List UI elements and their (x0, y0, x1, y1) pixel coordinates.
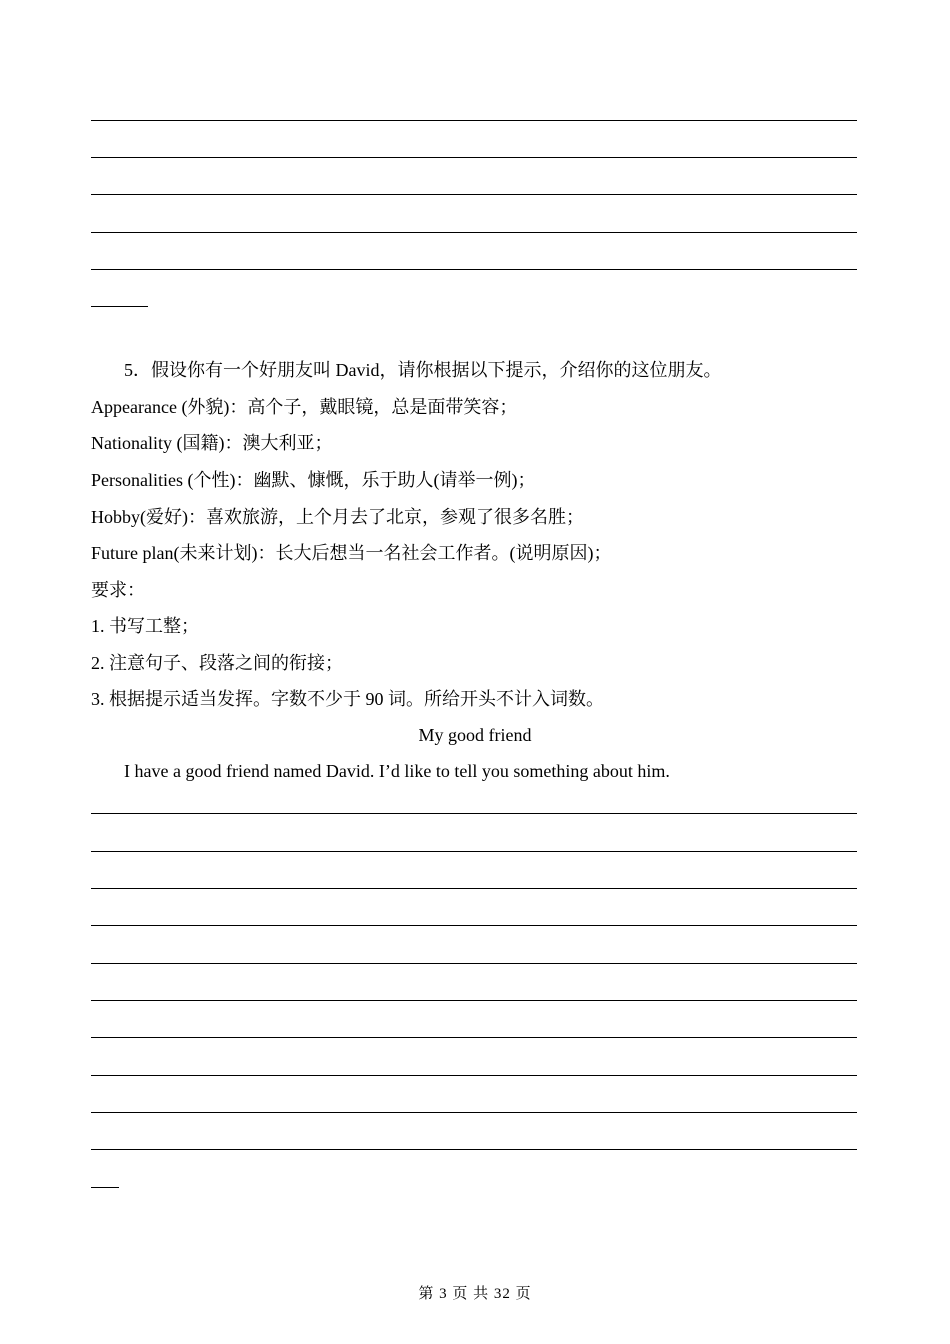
writing-line (91, 1112, 857, 1113)
writing-line-end (91, 306, 148, 307)
requirements-title: 要求： (91, 580, 145, 600)
essay-opening: I have a good friend named David. I’d like to tell you something about him. (124, 761, 670, 781)
hint-future-plan: Future plan(未来计划)：长大后想当一名社会工作者。(说明原因)； (91, 543, 612, 563)
writing-line (91, 813, 857, 814)
hint-appearance: Appearance (外貌)：高个子，戴眼镜，总是面带笑容； (91, 397, 518, 417)
writing-line (91, 851, 857, 852)
essay-title: My good friend (418, 725, 532, 745)
requirement-item: 1. 书写工整； (91, 616, 199, 636)
writing-line (91, 888, 857, 889)
writing-line (91, 269, 857, 270)
page-number: 第 3 页 共 32 页 (418, 1286, 532, 1302)
hint-hobby: Hobby(爱好)：喜欢旅游，上个月去了北京，参观了很多名胜； (91, 507, 584, 527)
writing-line (91, 120, 857, 121)
writing-line (91, 194, 857, 195)
writing-line (91, 157, 857, 158)
requirement-item: 2. 注意句子、段落之间的衔接； (91, 653, 343, 673)
writing-line (91, 963, 857, 964)
writing-line-end (91, 1187, 119, 1188)
hint-nationality: Nationality (国籍)：澳大利亚； (91, 433, 333, 453)
writing-line (91, 1075, 857, 1076)
writing-line (91, 1149, 857, 1150)
requirement-item: 3. 根据提示适当发挥。字数不少于 90 词。所给开头不计入词数。 (91, 689, 604, 709)
writing-line (91, 232, 857, 233)
writing-line (91, 925, 857, 926)
question-prompt: 5．假设你有一个好朋友叫 David，请你根据以下提示，介绍你的这位朋友。 (124, 360, 722, 380)
writing-line (91, 1037, 857, 1038)
writing-line (91, 1000, 857, 1001)
hint-personalities: Personalities (个性)：幽默、慷慨，乐于助人(请举一例)； (91, 470, 536, 490)
